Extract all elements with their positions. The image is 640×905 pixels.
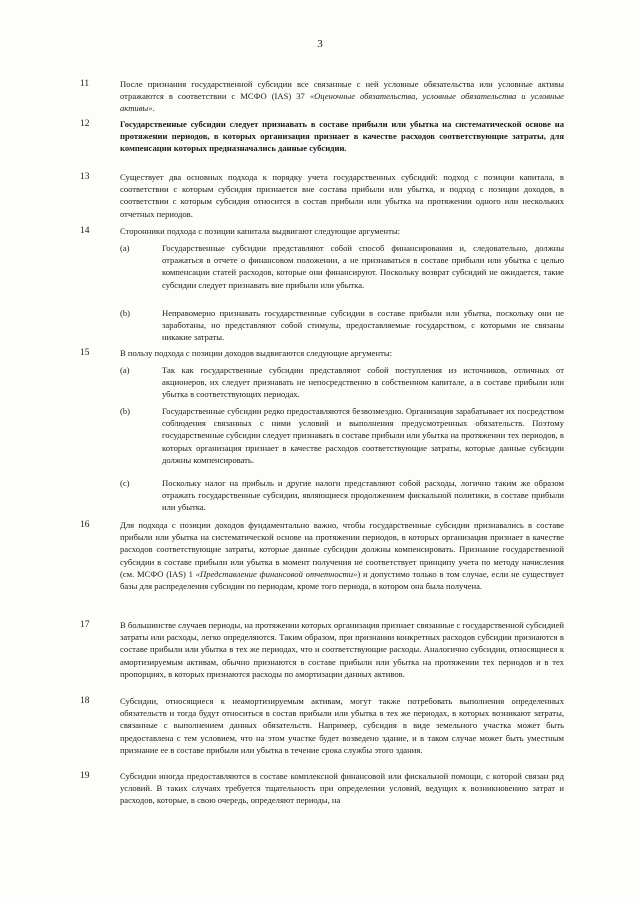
paragraph-text: Сторонники подхода с позиции капитала выдвигают следующие аргументы: xyxy=(120,226,401,236)
paragraph-text: Субсидии иногда предоставляются в составе комплексной финансовой или фискальной помощи, с которой связан ряд условий. В таких случаях требуется тщательность при определении условий, ведущих к возникновению затрат и расходов, которые, в свою очередь, определяют периоды, на xyxy=(120,771,564,806)
list-label-b: (b) xyxy=(120,406,131,416)
paragraph-text: Существует два основных подхода к порядку учета государственных субсидий: подход с позиции капитала, в соответствии с которым субсидия признается вне состава прибыли или убытка, и подход с позиции доходов, в соответствии с которым субсидия относится в состав прибыли или убытка на протяжении одного или нескольких отчетных периодов. xyxy=(120,172,564,219)
paragraph-number: 14 xyxy=(80,226,90,236)
paragraph-number: 16 xyxy=(80,520,90,530)
paragraph-text xyxy=(120,78,564,115)
paragraph-number: 17 xyxy=(80,620,90,630)
paragraph-number: 11 xyxy=(80,79,90,89)
list-label-a: (a) xyxy=(120,243,130,253)
list-label-b: (b) xyxy=(120,308,131,318)
paragraph-number: 13 xyxy=(80,172,90,182)
paragraph-number: 12 xyxy=(80,119,90,129)
paragraph-text: Государственные субсидии следует признавать в составе прибыли или убытка на систематической основе на протяжении периодов, в которых организация признает в качестве расходов соответствующие затраты, для компенсации которых предназначались данные субсидии. xyxy=(120,119,564,154)
page-number: 3 xyxy=(317,38,323,50)
list-item-b: Неправомерно признавать государственные субсидии в составе прибыли или убытка, поскольку они не заработаны, но представляют собой стимулы, предоставляемые государством, с которыми не связаны никакие затраты. xyxy=(162,308,564,343)
list-item-a: Так как государственные субсидии представляют собой поступления из источников, отличных от акционеров, их следует признавать не непосредственно в собственном капитале, а в составе прибыли или убытка в соответствующих периодах. xyxy=(162,365,564,400)
text-segment: Для подхода с позиции доходов фундаментально важно, чтобы государственные субсидии признавались в составе прибыли или убытка на систематической основе на протяжении периодов, в которых организация признает в качестве расходов соответствующие затраты, которые данные субсидии должны компенсировать. Признание государственной субсидии в составе прибыли или убытка в момент получения не соответствует принципу учета по методу начисления (см. МСФО (IAS) 1 xyxy=(120,520,564,579)
paragraph-text: Субсидии, относящиеся к неамортизируемым активам, могут также потребовать выполнения определенных обязательств и тогда будут относиться в состав прибыли или убытка в тех же периодах, в которых возникают затраты, связанные с выполнением данных обязательств. Например, субсидия в виде земельного участка может быть предоставлена с тем условием, что на этом участке будет возведено здание, и в таком случае может быть уместным признание ее в составе прибыли или убытка в течение срока службы этого здания. xyxy=(120,696,564,755)
list-item-b: Государственные субсидии редко предоставляются безвозмездно. Организация зарабатывает их посредством соблюдения связанных с ними условий и выполнения предусмотренных обязательств. Поэтому государственные субсидии следует признавать в составе прибыли или убытка на протяжении тех периодов, в которых организация признает в качестве расходов соответствующие затраты, которые данные субсидии должны компенсировать. xyxy=(162,406,564,465)
list-item-a: Государственные субсидии представляют собой способ финансирования и, следовательно, должны отражаться в отчете о финансовом положении, а не признаваться в составе прибыли или убытка с целью компенсации статей расходов, которые они финансируют. Поскольку возврат субсидий не ожидается, такие субсидии следует признавать вне прибыли или убытка. xyxy=(162,243,564,290)
standard-title: «Оценочные обязательства, условные обязательства и условные активы» xyxy=(120,91,564,114)
text-segment: ) и допустимо только в том случае, если не существует базы для распределения субсидии по периодам, кроме того периода, в котором она была получена. xyxy=(120,568,564,592)
text-segment: После признания государственной субсидии все связанные с ней условные обязательства или условные активы отражаются в соответствии с МСФО (IAS) 37 xyxy=(120,79,564,102)
paragraph-text: В большинстве случаев периоды, на протяжении которых организация признает связанные с государственной субсидией затраты или расходы, легко определяются. Таким образом, при признании конкретных расходов субсидии признаются в составе прибыли или убытка в тех же периодах, что и соответствующие расходы. Аналогично субсидии, относящиеся к амортизируемым активам, обычно признаются в составе прибыли или убытка на протяжении тех периодов и в тех пропорциях, в которых признаются расходы по амортизации данных активов. xyxy=(120,620,564,679)
paragraph-number: 18 xyxy=(80,696,90,706)
paragraph-text: В пользу подхода с позиции доходов выдвигаются следующие аргументы: xyxy=(120,348,392,358)
standard-title: «Представление финансовой отчетности» xyxy=(195,568,358,579)
text-segment: . xyxy=(152,103,155,114)
paragraph-number: 15 xyxy=(80,348,90,358)
list-label-a: (a) xyxy=(120,365,130,375)
list-label-c: (c) xyxy=(120,478,130,488)
paragraph-number: 19 xyxy=(80,771,90,781)
list-item-c: Поскольку налог на прибыль и другие налоги представляют собой расходы, логично таким же образом отражать государственные субсидии, являющиеся продолжением фискальной политики, в составе прибыли или убытка. xyxy=(162,478,564,513)
paragraph-text xyxy=(120,519,564,592)
